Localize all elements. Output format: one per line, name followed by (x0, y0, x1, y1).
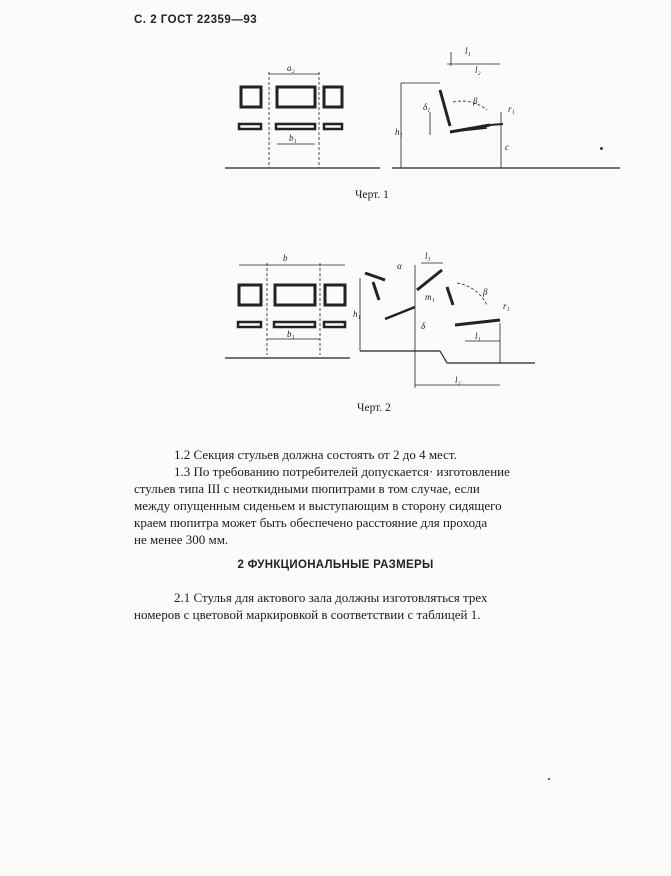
section-title: 2 ФУНКЦИОНАЛЬНЫЕ РАЗМЕРЫ (237, 559, 434, 571)
paragraph-1-2 (134, 446, 601, 463)
label-b: b (283, 253, 288, 263)
label-beta: β (473, 96, 478, 106)
paragraph-1-3 (134, 463, 601, 548)
label-r1: r₁ (503, 301, 510, 311)
paragraph-1-3-line-5: не менее 300 мм. (134, 532, 229, 547)
paragraph-2-1-line-2: номеров с цветовой маркировкой в соответствии с таблицей 1. (134, 607, 481, 622)
figure-1-drawing (225, 40, 620, 180)
paragraph-2-1 (134, 589, 601, 623)
label-delta: δ (421, 321, 426, 331)
speck (548, 778, 550, 780)
paragraph-1-3-line-1: 1.3 По требованию потребителей допускается· изготовление (174, 464, 510, 479)
label-l2: l₂ (475, 65, 481, 75)
figure-2-caption: Черт. 2 (357, 402, 391, 414)
page-header: С. 2 ГОСТ 22359—93 (134, 14, 258, 26)
figure-2 (225, 245, 535, 400)
label-delta1: δ₁ (423, 102, 431, 112)
speck (600, 147, 603, 150)
figure-2-drawing (225, 245, 535, 400)
label-l1: l₁ (475, 331, 481, 341)
figure-1 (225, 40, 620, 180)
label-alpha: α (397, 261, 402, 271)
label-h1: h₁ (353, 309, 361, 319)
label-m1: m₁ (425, 292, 435, 302)
label-b1: b₁ (289, 133, 297, 143)
label-beta: β (483, 287, 488, 297)
paragraph-2-1-line-1: 2.1 Стулья для актового зала должны изготовляться трех (174, 590, 488, 605)
label-h1: h₁ (395, 127, 403, 137)
label-a2: a₂ (287, 63, 295, 73)
label-l2: l₂ (455, 375, 461, 385)
paragraph-1-3-line-2: стульев типа III с неоткидными пюпитрами в том случае, если (134, 481, 480, 496)
label-l3: l₃ (425, 251, 431, 261)
label-c: c (505, 142, 509, 152)
paragraph-1-2-text: 1.2 Секция стульев должна состоять от 2 до 4 мест. (174, 447, 457, 462)
label-b1: b₁ (287, 329, 295, 339)
label-r1: r₁ (508, 104, 515, 114)
paragraph-1-3-line-4: краем пюпитра может быть обеспечено расстояние для прохода (134, 515, 488, 530)
label-l1: l₁ (465, 46, 471, 56)
paragraph-1-3-line-3: между опущенным сиденьем и выступающим в сторону сидящего (134, 498, 502, 513)
figure-1-caption: Черт. 1 (355, 189, 389, 201)
